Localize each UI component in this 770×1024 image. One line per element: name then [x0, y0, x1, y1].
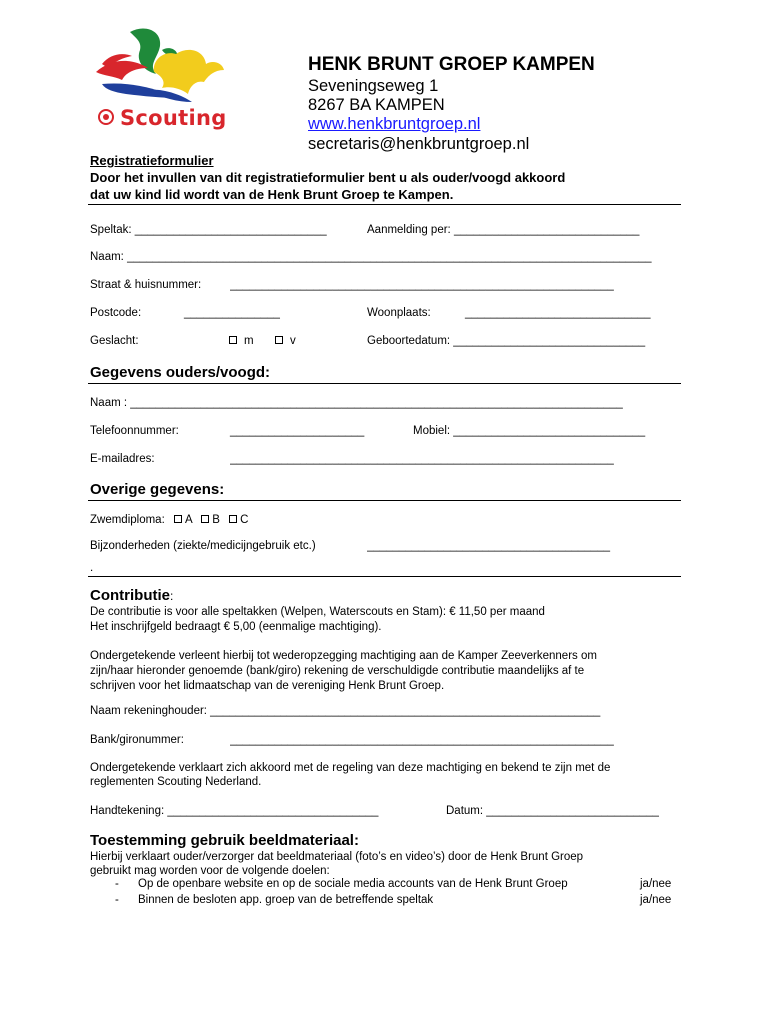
zwemdiploma-row [90, 514, 248, 526]
zwem-c-option[interactable] [229, 514, 248, 526]
akkoord-line-1: Ondergetekende verklaart zich akkoord met de regeling van deze machtiging en bekend te zijn met de [90, 762, 611, 774]
list-item-dash: - [115, 894, 119, 906]
intro-line-2: dat uw kind lid wordt van de Henk Brunt Groep te Kampen. [90, 187, 454, 202]
woonplaats-field[interactable]: _____________________________ [465, 307, 651, 319]
org-name: HENK BRUNT GROEP KAMPEN [308, 54, 595, 75]
geslacht-v-option[interactable] [275, 335, 296, 347]
list-item-text: Op de openbare website en op de sociale media accounts van de Henk Brunt Groep [138, 878, 568, 890]
scouting-logo [92, 24, 252, 136]
divider [88, 383, 681, 384]
geslacht-m-option[interactable] [229, 335, 254, 347]
naam-field[interactable]: Naam: __________________________________________________________________________________ [90, 251, 652, 263]
beeld-line-1: Hierbij verklaart ouder/verzorger dat beeldmateriaal (foto’s en video’s) door de Henk Brunt Groep [90, 851, 584, 863]
divider [88, 576, 681, 577]
ja-nee-choice[interactable]: ja/nee [640, 878, 672, 890]
checkbox-icon[interactable] [201, 515, 209, 523]
zwem-b-option[interactable] [201, 514, 220, 526]
divider [88, 500, 681, 501]
beeld-title: Toestemming gebruik beeldmateriaal: [90, 832, 359, 849]
beeld-line-2: gebruikt mag worden voor de volgende doelen: [90, 865, 330, 877]
email-field[interactable]: ____________________________________________________________ [230, 453, 614, 465]
speltak-field[interactable]: Speltak: ______________________________ [90, 224, 327, 236]
checkbox-icon[interactable] [229, 336, 237, 344]
parents-title: Gegevens ouders/voogd: [90, 364, 271, 381]
email-address: secretaris@henkbruntgroep.nl [308, 135, 530, 153]
datum-field[interactable]: Datum: ___________________________ [446, 805, 659, 817]
akkoord-line-2: reglementen Scouting Nederland. [90, 776, 262, 788]
geslacht-m-label: m [244, 335, 254, 347]
contributie-title: Contributie [90, 587, 170, 604]
website-link[interactable]: www.henkbruntgroep.nl [308, 115, 481, 133]
zwem-a-label: A [184, 514, 193, 526]
mobiel-field[interactable]: Mobiel: ______________________________ [413, 425, 646, 437]
contributie-heading [90, 587, 173, 605]
form-title: Registratieformulier [90, 153, 214, 168]
postcode-field[interactable]: _______________ [184, 307, 280, 319]
parent-naam-field[interactable]: Naam : _____________________________________________________________________________ [90, 397, 623, 409]
contributie-line-2: Het inschrijfgeld bedraagt € 5,00 (eenmalige machtiging). [90, 621, 382, 633]
geslacht-v-label: v [290, 335, 296, 347]
list-item-text: Binnen de besloten app. groep van de betreffende speltak [138, 894, 434, 906]
email-label: E-mailadres: [90, 453, 155, 465]
zwem-b-label: B [212, 514, 220, 526]
postcode-label: Postcode: [90, 307, 142, 319]
rekeninghouder-field[interactable]: Naam rekeninghouder: _____________________________________________________________ [90, 705, 601, 717]
contributie-line-1: De contributie is voor alle speltakken (Welpen, Waterscouts en Stam): € 11,50 per maand [90, 606, 545, 618]
other-title: Overige gegevens: [90, 481, 225, 498]
telefoon-field[interactable]: _____________________ [230, 425, 365, 437]
bijzonderheden-label: Bijzonderheden (ziekte/medicijngebruik etc.) [90, 540, 316, 552]
bank-label: Bank/gironummer: [90, 734, 184, 746]
aanmelding-field[interactable]: Aanmelding per: _____________________________ [367, 224, 640, 236]
bijzonderheden-field[interactable]: ______________________________________ [367, 540, 611, 552]
machtiging-line-1: Ondergetekende verleent hierbij tot wederopzegging machtiging aan de Kamper Zeeverkenners om [90, 650, 597, 662]
straat-field[interactable]: ____________________________________________________________ [230, 279, 614, 291]
telefoon-label: Telefoonnummer: [90, 425, 179, 437]
stray-dot: . [90, 562, 94, 574]
zwemdiploma-label: Zwemdiploma: [90, 514, 165, 526]
list-item-dash: - [115, 878, 119, 890]
machtiging-line-3: schrijven voor het lidmaatschap van de vereniging Henk Brunt Groep. [90, 680, 445, 692]
logo-wordmark: Scouting [120, 106, 227, 130]
divider [88, 204, 681, 205]
ja-nee-choice[interactable]: ja/nee [640, 894, 672, 906]
contributie-colon: : [170, 589, 174, 603]
straat-label: Straat & huisnummer: [90, 279, 202, 291]
checkbox-icon[interactable] [174, 515, 182, 523]
street: Seveningseweg 1 [308, 77, 439, 95]
geboortedatum-field[interactable]: Geboortedatum: ______________________________ [367, 335, 646, 347]
zwem-a-option[interactable] [174, 514, 192, 526]
machtiging-line-2: zijn/haar hieronder genoemde (bank/giro) rekening de verschuldigde contributie maandelijks af te [90, 665, 585, 677]
intro-line-1: Door het invullen van dit registratieformulier bent u als ouder/voogd akkoord [90, 170, 566, 185]
postal-city: 8267 BA KAMPEN [308, 96, 445, 114]
checkbox-icon[interactable] [275, 336, 283, 344]
zwem-c-label: C [240, 514, 249, 526]
handtekening-field[interactable]: Handtekening: _________________________________ [90, 805, 379, 817]
geslacht-label: Geslacht: [90, 335, 139, 347]
checkbox-icon[interactable] [229, 515, 237, 523]
woonplaats-label: Woonplaats: [367, 307, 431, 319]
bank-field[interactable]: ____________________________________________________________ [230, 734, 614, 746]
